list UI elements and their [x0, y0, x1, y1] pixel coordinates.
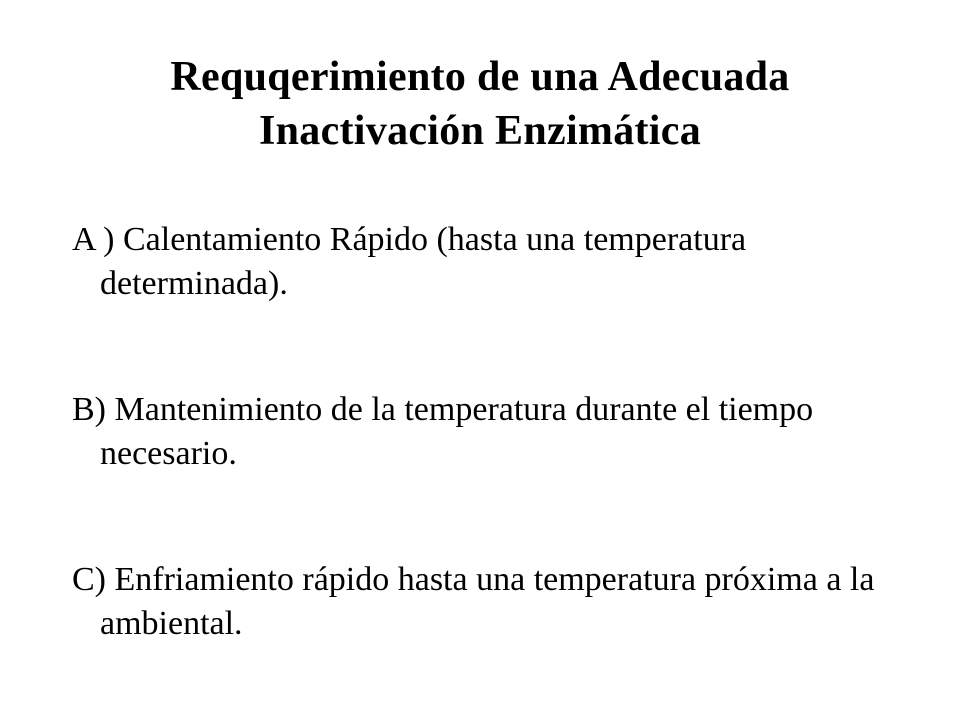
point-b: B) Mantenimiento de la temperatura durante el tiempo necesario. — [72, 391, 814, 472]
point-list — [72, 218, 912, 646]
slide-title — [60, 50, 900, 158]
slide-title-line-2: Inactivación Enzimática — [258, 108, 702, 154]
slide-title-line-1: Requqerimiento de una Adecuada — [170, 54, 790, 100]
point-a: A ) Calentamiento Rápido (hasta una temperatura determinada). — [72, 221, 747, 302]
point-c: C) Enfriamiento rápido hasta una temperatura próxima a la ambiental. — [72, 561, 875, 642]
